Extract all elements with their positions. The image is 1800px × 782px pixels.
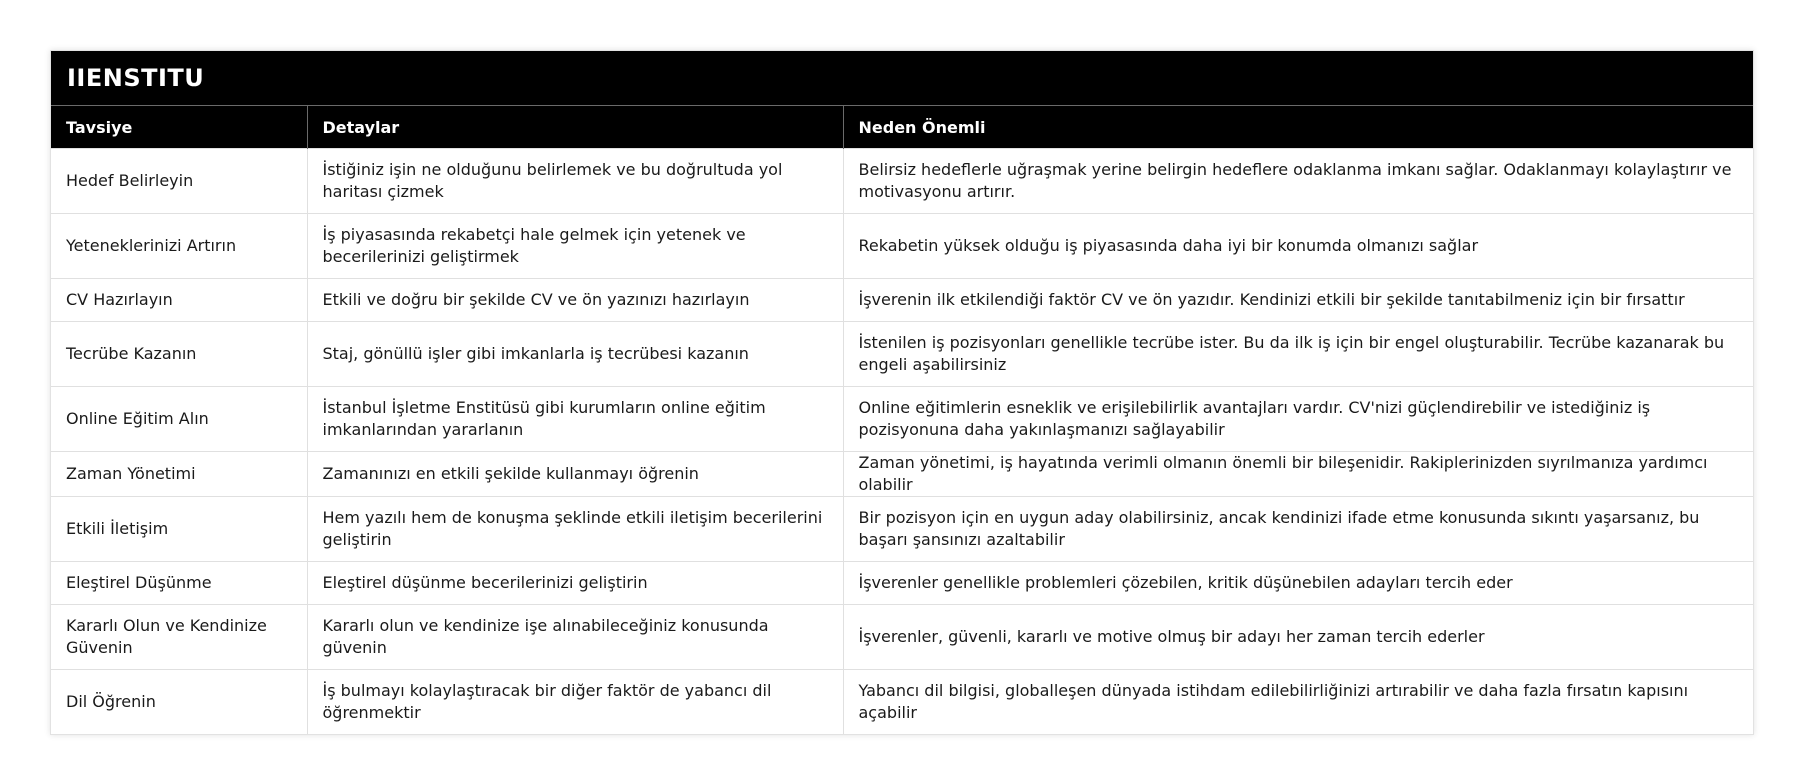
- cell-neden: Yabancı dil bilgisi, globalleşen dünyada istihdam edilebilirliğinizi artırabilir ve daha fazla fırsatın kapısını açabilir: [843, 670, 1753, 735]
- cell-tavsiye: CV Hazırlayın: [51, 279, 307, 322]
- cell-tavsiye: Dil Öğrenin: [51, 670, 307, 735]
- header-tavsiye: Tavsiye: [51, 106, 307, 149]
- table-row: [51, 562, 1753, 605]
- cell-detaylar: Hem yazılı hem de konuşma şeklinde etkili iletişim becerilerini geliştirin: [307, 497, 843, 562]
- advice-table: [51, 105, 1753, 734]
- cell-tavsiye: Online Eğitim Alın: [51, 387, 307, 452]
- cell-neden: Online eğitimlerin esneklik ve erişilebilirlik avantajları vardır. CV'nizi güçlendirebilir ve istediğiniz iş pozisyonuna daha yakınlaşmanızı sağlayabilir: [843, 387, 1753, 452]
- cell-neden: Belirsiz hedeflerle uğraşmak yerine belirgin hedeflere odaklanma imkanı sağlar. Odaklanmayı kolaylaştırır ve motivasyonu artırır.: [843, 149, 1753, 214]
- cell-tavsiye: Hedef Belirleyin: [51, 149, 307, 214]
- table-row: [51, 279, 1753, 322]
- cell-detaylar: Kararlı olun ve kendinize işe alınabileceğiniz konusunda güvenin: [307, 605, 843, 670]
- cell-neden: Rekabetin yüksek olduğu iş piyasasında daha iyi bir konumda olmanızı sağlar: [843, 214, 1753, 279]
- advice-table-card: [50, 50, 1754, 735]
- table-row: [51, 387, 1753, 452]
- cell-detaylar: İstiğiniz işin ne olduğunu belirlemek ve bu doğrultuda yol haritası çizmek: [307, 149, 843, 214]
- cell-detaylar: Eleştirel düşünme becerilerinizi geliştirin: [307, 562, 843, 605]
- cell-tavsiye: Etkili İletişim: [51, 497, 307, 562]
- table-row: [51, 322, 1753, 387]
- cell-detaylar: Staj, gönüllü işler gibi imkanlarla iş tecrübesi kazanın: [307, 322, 843, 387]
- table-row: [51, 452, 1753, 497]
- table-row: [51, 149, 1753, 214]
- table-row: [51, 497, 1753, 562]
- cell-detaylar: İş bulmayı kolaylaştıracak bir diğer faktör de yabancı dil öğrenmektir: [307, 670, 843, 735]
- table-row: [51, 670, 1753, 735]
- cell-detaylar: Zamanınızı en etkili şekilde kullanmayı öğrenin: [307, 452, 843, 497]
- cell-tavsiye: Tecrübe Kazanın: [51, 322, 307, 387]
- cell-detaylar: İstanbul İşletme Enstitüsü gibi kurumların online eğitim imkanlarından yararlanın: [307, 387, 843, 452]
- cell-detaylar: Etkili ve doğru bir şekilde CV ve ön yazınızı hazırlayın: [307, 279, 843, 322]
- cell-neden: Zaman yönetimi, iş hayatında verimli olmanın önemli bir bileşenidir. Rakiplerinizden sıyrılmanıza yardımcı olabilir: [843, 452, 1753, 497]
- brand-title: IIENSTITU: [51, 51, 1753, 105]
- cell-neden: İstenilen iş pozisyonları genellikle tecrübe ister. Bu da ilk iş için bir engel oluşturabilir. Tecrübe kazanarak bu engeli aşabilirsiniz: [843, 322, 1753, 387]
- cell-tavsiye: Kararlı Olun ve Kendinize Güvenin: [51, 605, 307, 670]
- table-header-row: [51, 106, 1753, 149]
- cell-tavsiye: Yeteneklerinizi Artırın: [51, 214, 307, 279]
- cell-tavsiye: Zaman Yönetimi: [51, 452, 307, 497]
- header-neden-onemli: Neden Önemli: [843, 106, 1753, 149]
- cell-neden: İşverenler, güvenli, kararlı ve motive olmuş bir adayı her zaman tercih ederler: [843, 605, 1753, 670]
- cell-neden: İşverenin ilk etkilendiği faktör CV ve ön yazıdır. Kendinizi etkili bir şekilde tanıtabilmeniz için bir fırsattır: [843, 279, 1753, 322]
- table-row: [51, 214, 1753, 279]
- table-row: [51, 605, 1753, 670]
- cell-detaylar: İş piyasasında rekabetçi hale gelmek için yetenek ve becerilerinizi geliştirmek: [307, 214, 843, 279]
- header-detaylar: Detaylar: [307, 106, 843, 149]
- cell-neden: İşverenler genellikle problemleri çözebilen, kritik düşünebilen adayları tercih eder: [843, 562, 1753, 605]
- cell-tavsiye: Eleştirel Düşünme: [51, 562, 307, 605]
- cell-neden: Bir pozisyon için en uygun aday olabilirsiniz, ancak kendinizi ifade etme konusunda sıkıntı yaşarsanız, bu başarı şansınızı azaltabilir: [843, 497, 1753, 562]
